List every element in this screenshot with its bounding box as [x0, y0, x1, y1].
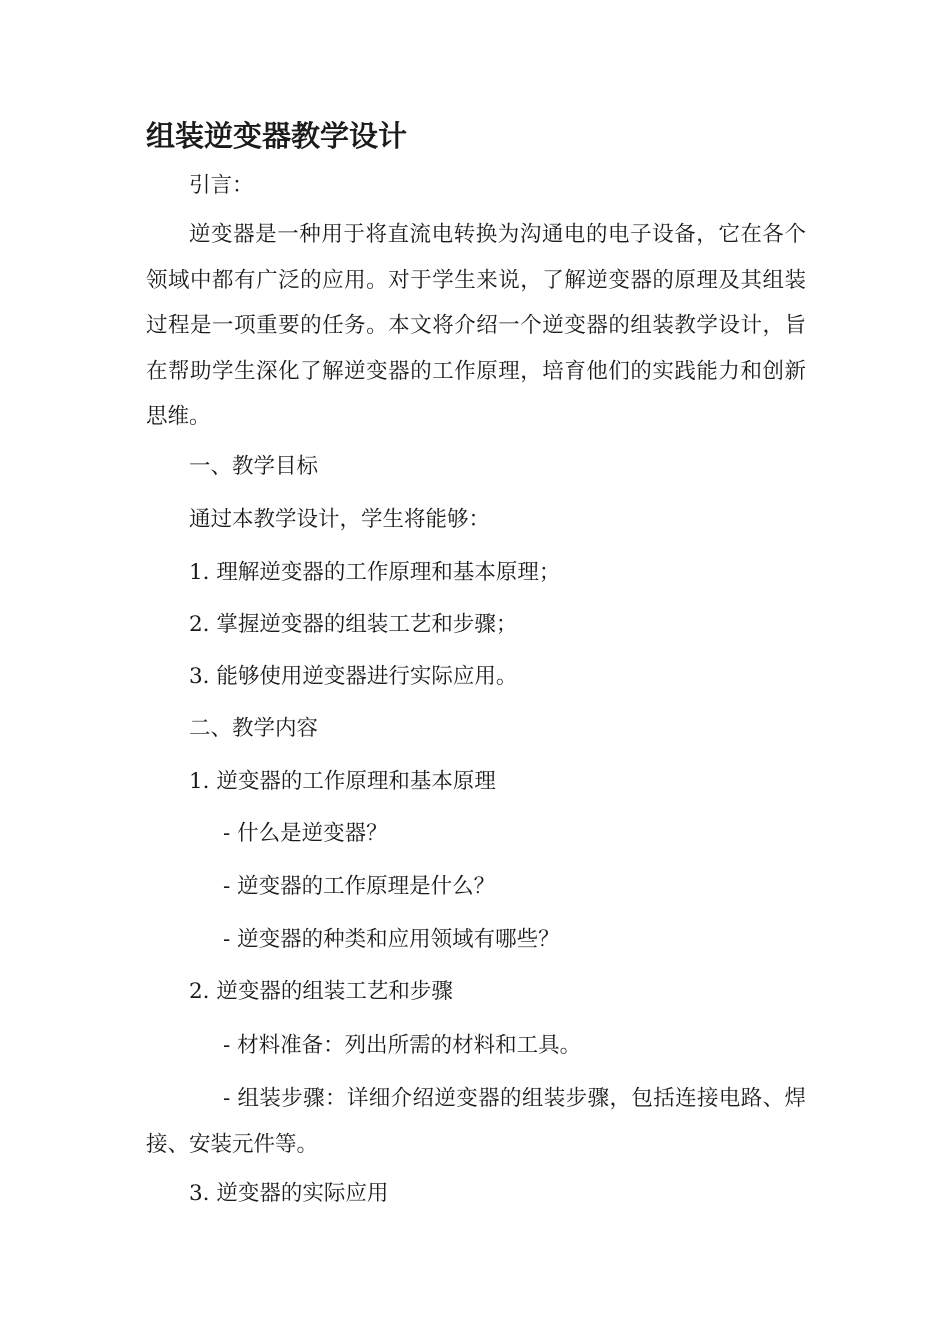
objective-item: 3. 能够使用逆变器进行实际应用。: [189, 664, 518, 689]
section2-heading: 二、教学内容: [189, 716, 319, 741]
content-item: 1. 逆变器的工作原理和基本原理: [189, 769, 496, 794]
intro-paragraph: 逆变器是一种用于将直流电转换为沟通电的电子设备，它在各个领域中都有广泛的应用。对于学生来说，了解逆变器的原理及其组装过程是一项重要的任务。本文将介绍一个逆变器的组装教学设计，旨在帮助学生深化了解逆变器的工作原理，培育他们的实践能力和创新思维。: [146, 222, 806, 429]
content-subitem: - 什么是逆变器？: [223, 821, 388, 846]
section1-heading: 一、教学目标: [189, 454, 319, 479]
document-title: 组装逆变器教学设计: [146, 119, 408, 153]
content-subitem: - 逆变器的种类和应用领域有哪些？: [223, 927, 560, 952]
content-item: 2. 逆变器的组装工艺和步骤: [189, 979, 453, 1004]
objective-item: 2. 掌握逆变器的组装工艺和步骤；: [189, 612, 518, 637]
content-item: 3. 逆变器的实际应用: [189, 1181, 389, 1206]
objective-item: 1. 理解逆变器的工作原理和基本原理；: [189, 560, 561, 585]
intro-label: 引言：: [189, 173, 254, 198]
section1-lead: 通过本教学设计，学生将能够：: [189, 507, 491, 532]
content-subitem: - 材料准备：列出所需的材料和工具。: [223, 1033, 582, 1058]
content-subitem: - 逆变器的工作原理是什么？: [223, 874, 496, 899]
content-subitem-wrapped: - 组装步骤：详细介绍逆变器的组装步骤，包括连接电路、焊接、安装元件等。: [146, 1086, 806, 1157]
